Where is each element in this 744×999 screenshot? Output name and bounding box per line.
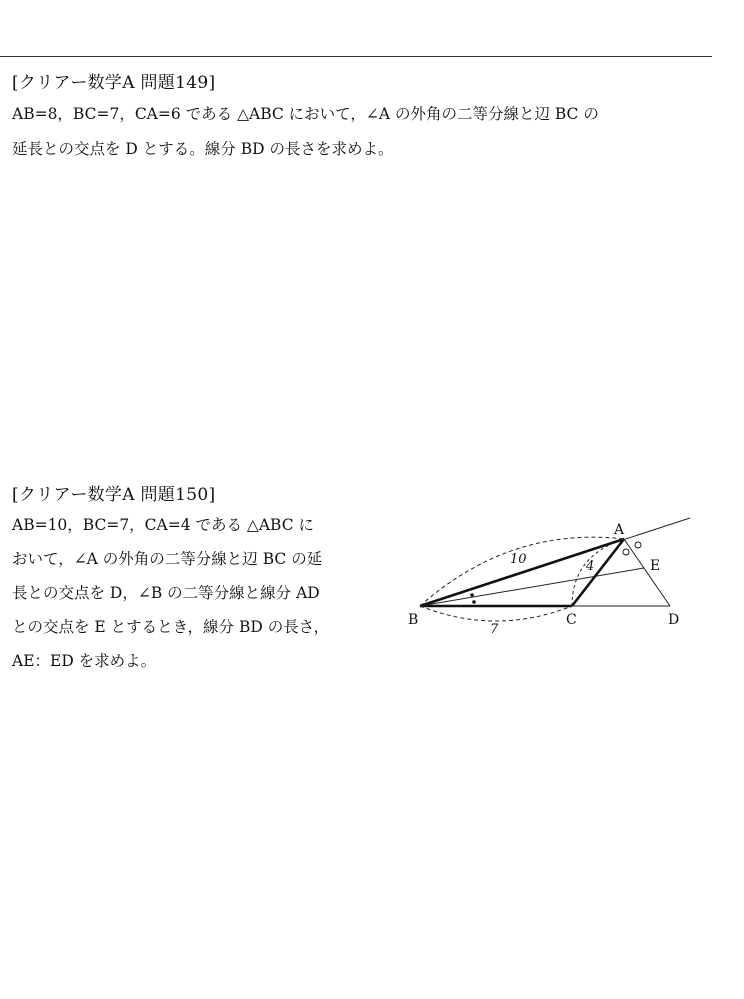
segment-ad	[624, 539, 670, 606]
problem-149-line-1: AB=8，BC=7，CA=6 である △ABC において，∠A の外角の二等分線と辺 BC の	[12, 105, 599, 123]
problem-149-title: [クリアー数学A 問題149]	[12, 73, 216, 93]
segment-be	[420, 568, 644, 606]
length-label-ca: 4	[586, 559, 595, 574]
triangle-figure	[400, 508, 700, 638]
angle-b-mark-1	[470, 593, 474, 597]
problem-150-line-5: AE：ED を求めよ。	[12, 652, 157, 670]
problem-149-line-2: 延長との交点を D とする。線分 BD の長さを求めよ。	[12, 140, 394, 158]
triangle-diagram	[400, 508, 700, 638]
arc-bc-7	[420, 606, 572, 621]
problem-150-line-4: との交点を E とするとき，線分 BD の長さ，	[12, 618, 330, 636]
top-divider	[0, 56, 712, 57]
problem-150-line-2: おいて，∠A の外角の二等分線と辺 BC の延	[12, 550, 323, 568]
point-label-c: C	[566, 612, 577, 628]
problem-150-line-3: 長との交点を D，∠B の二等分線と線分 AD	[12, 584, 320, 602]
point-label-e: E	[650, 558, 661, 574]
point-label-a: A	[614, 522, 625, 538]
length-label-bc: 7	[490, 622, 499, 637]
point-label-b: B	[408, 612, 419, 628]
angle-a-mark-2	[635, 542, 641, 548]
angle-a-mark-1	[623, 549, 629, 555]
problem-150-line-1: AB=10，BC=7，CA=4 である △ABC に	[12, 516, 315, 534]
problem-150-title: [クリアー数学A 問題150]	[12, 485, 216, 505]
angle-b-mark-2	[472, 600, 476, 604]
length-label-ab: 10	[510, 552, 527, 567]
point-label-d: D	[668, 612, 680, 628]
